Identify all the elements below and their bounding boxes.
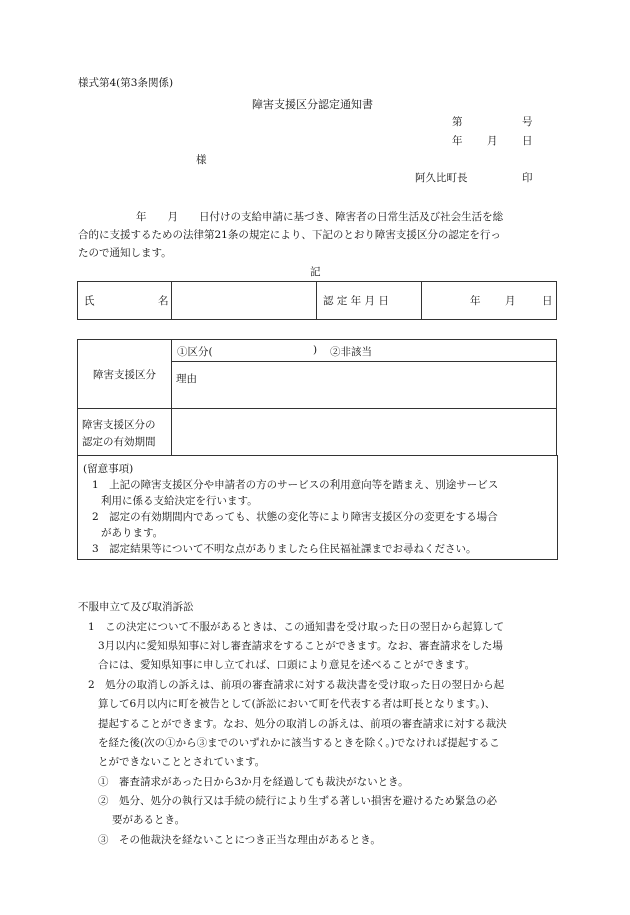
seal-mark: 印 bbox=[522, 172, 533, 184]
option-not-applicable: ②非該当 bbox=[330, 346, 372, 358]
notes-line-2: 利用に係る支給決定を行います。 bbox=[101, 495, 258, 507]
appeal-heading: 不服申立て及び取消訴訟 bbox=[78, 601, 194, 613]
name-date-table bbox=[77, 281, 557, 320]
validity-label-cell bbox=[78, 409, 172, 456]
validity-label-1: 障害支援区分の bbox=[82, 419, 156, 431]
notes-line-5: 3 認定結果等について不明な点がありましたら住民福祉課までお尋ねください。 bbox=[92, 543, 477, 555]
date-value-cell bbox=[422, 282, 557, 320]
date-label: 認 定 年 月 日 bbox=[323, 295, 389, 307]
appeal-line-2: 3月以内に愛知県知事に対し審査請求をすることができます。なお、審査請求をした場 bbox=[98, 640, 503, 652]
appeal-line-7: を経た後(次の①から③までのいずれかに該当するときを除く。)でなければ提起するこ bbox=[98, 737, 500, 749]
appeal-line-9: ① 審査請求があった日から3か月を経過しても裁決がないとき。 bbox=[98, 776, 409, 788]
notes-box bbox=[77, 455, 558, 560]
notes-line-1: 1 上記の障害支援区分や申請者の方のサービスの利用意向等を踏まえ、別途サービス bbox=[92, 479, 499, 491]
notes-line-3: 2 認定の有効期間内であっても、状態の変化等により障害支援区分の変更をする場合 bbox=[92, 511, 498, 523]
validity-label-2: 認定の有効期間 bbox=[82, 436, 156, 448]
date-value-year: 年 bbox=[470, 295, 481, 307]
number-prefix: 第 bbox=[452, 116, 463, 128]
appeal-line-6: 提起することができます。なお、処分の取消しの訴えは、前項の審査請求に対する裁決 bbox=[98, 718, 507, 730]
validity-value-cell bbox=[172, 409, 557, 456]
appeal-line-10: ② 処分、処分の執行又は手続の続行により生ずる著しい損害を避けるため緊急の必 bbox=[98, 795, 497, 807]
category-label-cell bbox=[78, 340, 172, 409]
appeal-line-4: 2 処分の取消しの訴えは、前項の審査請求に対する裁決書を受け取った日の翌日から起 bbox=[88, 679, 505, 691]
date-day: 日 bbox=[522, 135, 533, 147]
appeal-line-11: 要があるとき。 bbox=[112, 814, 186, 826]
category-table bbox=[77, 339, 557, 456]
name-label-cell bbox=[78, 282, 172, 320]
ki-label: 記 bbox=[310, 266, 321, 278]
number-suffix: 号 bbox=[522, 116, 533, 128]
reason-cell bbox=[172, 362, 557, 409]
option-category: ①区分( bbox=[177, 346, 213, 358]
form-number: 様式第4(第3条関係) bbox=[78, 77, 174, 89]
appeal-line-1: 1 この決定について不服があるときは、この通知書を受け取った日の翌日から起算して bbox=[88, 621, 504, 633]
name-label-2: 名 bbox=[158, 295, 169, 307]
date-year: 年 bbox=[452, 135, 463, 147]
appeal-line-3: 合には、愛知県知事に申し立てれば、口頭により意見を述べることができます。 bbox=[98, 659, 476, 671]
body-line-1: 年 月 日付けの支給申請に基づき、障害者の日常生活及び社会生活を総 bbox=[136, 211, 504, 223]
option-category-close: ) bbox=[313, 344, 318, 356]
category-options-cell bbox=[172, 340, 557, 362]
date-month: 月 bbox=[487, 135, 498, 147]
appeal-line-8: とができないこととされています。 bbox=[98, 756, 266, 768]
appeal-line-12: ③ その他裁決を経ないことにつき正当な理由があるとき。 bbox=[98, 834, 381, 846]
category-label: 障害支援区分 bbox=[93, 368, 156, 381]
name-value-cell bbox=[172, 282, 317, 320]
name-label-1: 氏 bbox=[84, 295, 95, 307]
date-value-month: 月 bbox=[505, 295, 516, 307]
notes-line-4: があります。 bbox=[101, 527, 164, 539]
date-label-cell bbox=[317, 282, 422, 320]
body-line-2: 合的に支援するための法律第21条の規定により、下記のとおり障害支援区分の認定を行っ bbox=[78, 229, 501, 241]
addressee-honorific: 様 bbox=[196, 154, 207, 166]
document-title: 障害支援区分認定通知書 bbox=[252, 98, 373, 111]
notes-heading: (留意事項) bbox=[83, 463, 134, 475]
appeal-line-5: 算して6月以内に町を被告として(訴訟において町を代表する者は町長となります。)、 bbox=[98, 698, 496, 710]
reason-label: 理由 bbox=[176, 373, 197, 385]
date-value-day: 日 bbox=[542, 295, 553, 307]
body-line-3: たので通知します。 bbox=[78, 247, 172, 259]
issuer: 阿久比町長 bbox=[415, 172, 468, 184]
